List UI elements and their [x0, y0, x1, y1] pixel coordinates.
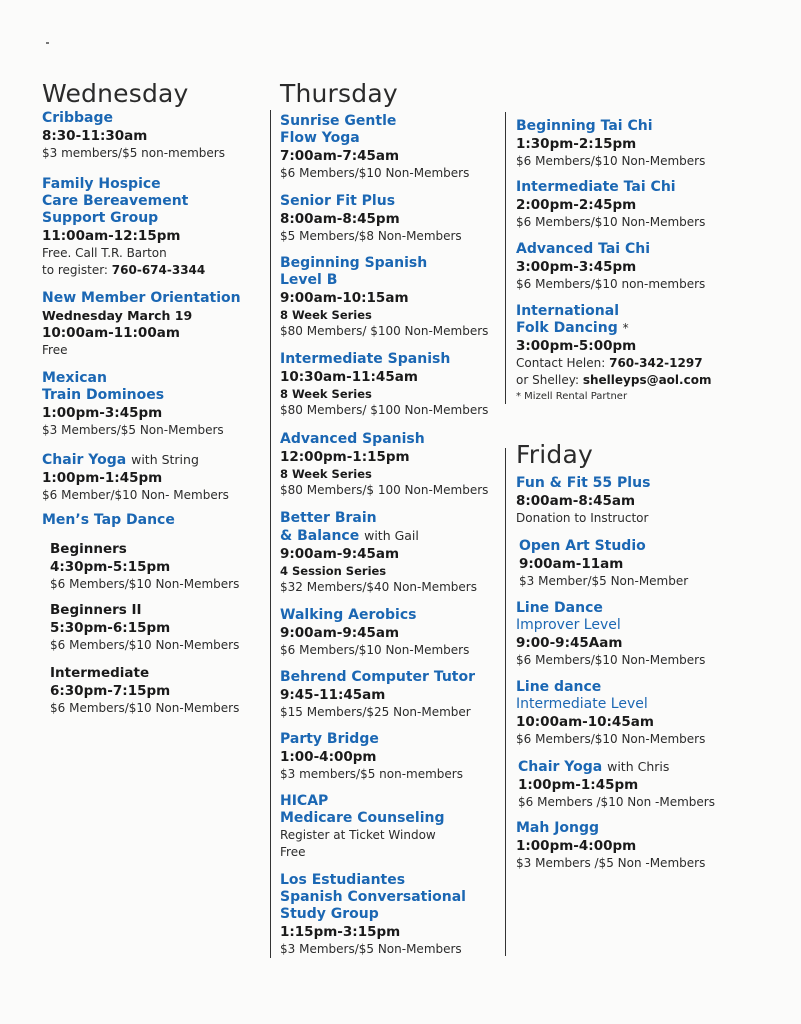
- event-price: $6 Members/$10 Non-Members: [50, 701, 240, 715]
- level-name: Intermediate: [50, 665, 150, 681]
- event-time: 11:00am-12:15pm: [42, 228, 181, 244]
- event-sunrise-yoga: [280, 113, 505, 182]
- event-cribbage: [42, 110, 267, 162]
- event-title: Advanced Tai Chi: [516, 241, 650, 257]
- event-estudiantes: [280, 872, 505, 958]
- footnote-marker: *: [622, 321, 629, 335]
- event-intermediate-spanish: [280, 351, 505, 419]
- contact-line: [516, 355, 746, 372]
- event-time: 9:00am-10:15am: [280, 290, 409, 306]
- event-title: Party Bridge: [280, 731, 379, 747]
- event-folk-dancing: [516, 303, 746, 404]
- event-price: $3 Members/$5 Non-Members: [280, 942, 462, 956]
- event-open-art-studio: [519, 538, 746, 590]
- event-price: Free: [280, 845, 306, 859]
- event-time: 7:00am-7:45am: [280, 148, 400, 164]
- event-date: Wednesday March 19: [42, 308, 193, 323]
- event-time: 10:00am-11:00am: [42, 325, 180, 341]
- event-computer-tutor: [280, 669, 505, 721]
- tap-intermediate: [50, 664, 267, 717]
- event-orientation: [42, 290, 267, 359]
- event-title-line: [518, 758, 746, 776]
- footnote: * Mizell Rental Partner: [516, 391, 628, 402]
- event-time: 8:00am-8:45pm: [280, 211, 400, 227]
- divider-right-top: [505, 112, 506, 404]
- event-advanced-spanish: [280, 431, 505, 499]
- event-note: Register at Ticket Window: [280, 828, 436, 842]
- divider-left: [270, 110, 271, 958]
- contact-prefix: Contact Helen:: [516, 356, 610, 370]
- event-time: 8:30-11:30am: [42, 128, 148, 144]
- event-title: Mah Jongg: [516, 820, 600, 836]
- event-price: $3 Members /$5 Non -Members: [516, 856, 706, 870]
- event-price: $6 Members/$10 Non-Members: [516, 653, 706, 667]
- event-time: 3:00pm-3:45pm: [516, 259, 637, 275]
- event-price: $6 Member/$10 Non- Members: [42, 488, 229, 502]
- event-title: Family Hospice Care Bereavement Support Group: [42, 176, 189, 226]
- event-chair-yoga: [42, 451, 267, 504]
- level-name: Beginners II: [50, 602, 142, 618]
- event-time: 12:00pm-1:15pm: [280, 449, 410, 465]
- event-price: $80 Members/ $100 Non-Members: [280, 403, 489, 417]
- event-beginning-spanish: [280, 255, 505, 340]
- event-time: 6:30pm-7:15pm: [50, 683, 171, 699]
- event-time: 1:00pm-1:45pm: [518, 777, 639, 793]
- event-time: 5:30pm-6:15pm: [50, 620, 171, 636]
- event-tap-dance: [42, 512, 267, 529]
- event-time: 9:00am-11am: [519, 556, 624, 572]
- event-price: $32 Members/$40 Non-Members: [280, 580, 477, 594]
- event-mah-jongg: [516, 820, 746, 872]
- event-title: Intermediate Spanish: [280, 351, 451, 367]
- event-price: $6 Members/$10 Non-Members: [50, 638, 240, 652]
- event-hospice: [42, 176, 267, 279]
- event-time: 9:00-9:45Aam: [516, 635, 623, 651]
- event-chair-yoga-friday: [518, 758, 746, 811]
- event-time: 1:15pm-3:15pm: [280, 924, 401, 940]
- event-price: $6 Members/$10 non-members: [516, 277, 706, 291]
- event-instructor: with Gail: [364, 528, 419, 543]
- event-series: 8 Week Series: [280, 387, 372, 401]
- event-price: $3 Member/$5 Non-Member: [519, 574, 689, 588]
- event-title-line: [516, 303, 746, 337]
- event-title: Line Dance: [516, 600, 603, 616]
- event-party-bridge: [280, 731, 505, 783]
- event-time: 1:00pm-1:45pm: [42, 470, 163, 486]
- tap-beginners: [50, 540, 267, 593]
- day-heading: Friday: [516, 440, 593, 469]
- event-price: $5 Members/$8 Non-Members: [280, 229, 462, 243]
- event-instructor: with String: [131, 452, 199, 467]
- event-level: Intermediate Level: [516, 696, 648, 712]
- event-price: $6 Members/$10 Non-Members: [280, 643, 470, 657]
- divider-right-bottom: [505, 448, 506, 956]
- email-address: shelleyps@aol.com: [582, 373, 712, 387]
- event-title-line: [42, 451, 267, 469]
- event-time: 4:30pm-5:15pm: [50, 559, 171, 575]
- event-series: 4 Session Series: [280, 564, 387, 578]
- event-title: Intermediate Tai Chi: [516, 179, 676, 195]
- event-title: Walking Aerobics: [280, 607, 417, 623]
- event-note: Free. Call T.R. Barton: [42, 246, 167, 260]
- event-title: Los Estudiantes Spanish Conversational Study Group: [280, 872, 466, 922]
- event-title: Beginning Tai Chi: [516, 118, 653, 134]
- event-title: Fun & Fit 55 Plus: [516, 475, 651, 491]
- event-price: Free: [42, 343, 68, 357]
- event-price: $3 members/$5 non-members: [42, 146, 225, 160]
- event-title: Beginning Spanish Level B: [280, 255, 428, 288]
- event-price: $6 Members/$10 Non-Members: [516, 215, 706, 229]
- day-heading: Thursday: [280, 79, 398, 108]
- day-heading: Wednesday: [42, 79, 189, 108]
- event-beginning-tai-chi: [516, 118, 746, 170]
- event-time: 1:30pm-2:15pm: [516, 136, 637, 152]
- event-title: Advanced Spanish: [280, 431, 425, 447]
- event-price: $6 Members/$10 Non-Members: [516, 732, 706, 746]
- phone-number: 760-342-1297: [609, 356, 703, 370]
- event-time: 3:00pm-5:00pm: [516, 338, 637, 354]
- phone-number: 760-674-3344: [111, 263, 206, 277]
- event-price: $80 Members/ $100 Non-Members: [280, 324, 489, 338]
- tap-beginners-2: [50, 601, 267, 654]
- event-title: Men’s Tap Dance: [42, 512, 175, 528]
- event-title: HICAP Medicare Counseling: [280, 793, 445, 826]
- event-time: 1:00-4:00pm: [280, 749, 377, 765]
- event-price: $3 members/$5 non-members: [280, 767, 463, 781]
- event-time: 9:00am-9:45am: [280, 546, 400, 562]
- event-title: Open Art Studio: [519, 538, 646, 554]
- event-senior-fit: [280, 193, 505, 245]
- email-line: [516, 372, 746, 389]
- event-walking-aerobics: [280, 607, 505, 659]
- event-hicap: [280, 793, 505, 861]
- event-dominoes: [42, 370, 267, 439]
- event-better-brain: [280, 510, 505, 596]
- event-price: $6 Members/$10 Non-Members: [516, 154, 706, 168]
- event-title: International Folk Dancing: [516, 303, 620, 336]
- register-prefix: to register:: [42, 263, 112, 277]
- event-time: 10:30am-11:45am: [280, 369, 418, 385]
- event-title: Line dance: [516, 679, 602, 695]
- event-title: Chair Yoga: [42, 452, 127, 468]
- event-time: 2:00pm-2:45pm: [516, 197, 637, 213]
- event-title: Better Brain & Balance: [280, 510, 377, 544]
- event-title: Behrend Computer Tutor: [280, 669, 476, 685]
- event-line-dance-intermediate: [516, 679, 746, 748]
- event-line-dance-improver: [516, 600, 746, 669]
- event-title: Mexican Train Dominoes: [42, 370, 165, 403]
- event-title: Senior Fit Plus: [280, 193, 396, 209]
- event-advanced-tai-chi: [516, 241, 746, 293]
- scan-speck: [46, 42, 49, 44]
- event-price: Donation to Instructor: [516, 511, 649, 525]
- event-title: Cribbage: [42, 110, 113, 126]
- event-time: 8:00am-8:45am: [516, 493, 636, 509]
- email-prefix: or Shelley:: [516, 373, 583, 387]
- event-level: Improver Level: [516, 617, 621, 633]
- event-price: $6 Members/$10 Non-Members: [280, 166, 470, 180]
- event-time: 1:00pm-3:45pm: [42, 405, 163, 421]
- event-title: Sunrise Gentle Flow Yoga: [280, 113, 397, 146]
- event-intermediate-tai-chi: [516, 179, 746, 231]
- event-price: $3 Members/$5 Non-Members: [42, 423, 224, 437]
- event-instructor: with Chris: [607, 759, 670, 774]
- event-series: 8 Week Series: [280, 308, 372, 322]
- event-register-line: [42, 262, 267, 279]
- event-title: Chair Yoga: [518, 759, 603, 775]
- event-time: 1:00pm-4:00pm: [516, 838, 637, 854]
- event-price: $15 Members/$25 Non-Member: [280, 705, 471, 719]
- event-time: 10:00am-10:45am: [516, 714, 654, 730]
- level-name: Beginners: [50, 541, 127, 557]
- event-time: 9:45-11:45am: [280, 687, 386, 703]
- event-title-line: [280, 510, 505, 545]
- event-time: 9:00am-9:45am: [280, 625, 400, 641]
- event-series: 8 Week Series: [280, 467, 372, 481]
- event-fun-fit: [516, 475, 746, 527]
- event-title: New Member Orientation: [42, 290, 241, 306]
- event-price: $6 Members/$10 Non-Members: [50, 577, 240, 591]
- event-price: $80 Members/$ 100 Non-Members: [280, 483, 489, 497]
- event-price: $6 Members /$10 Non -Members: [518, 795, 715, 809]
